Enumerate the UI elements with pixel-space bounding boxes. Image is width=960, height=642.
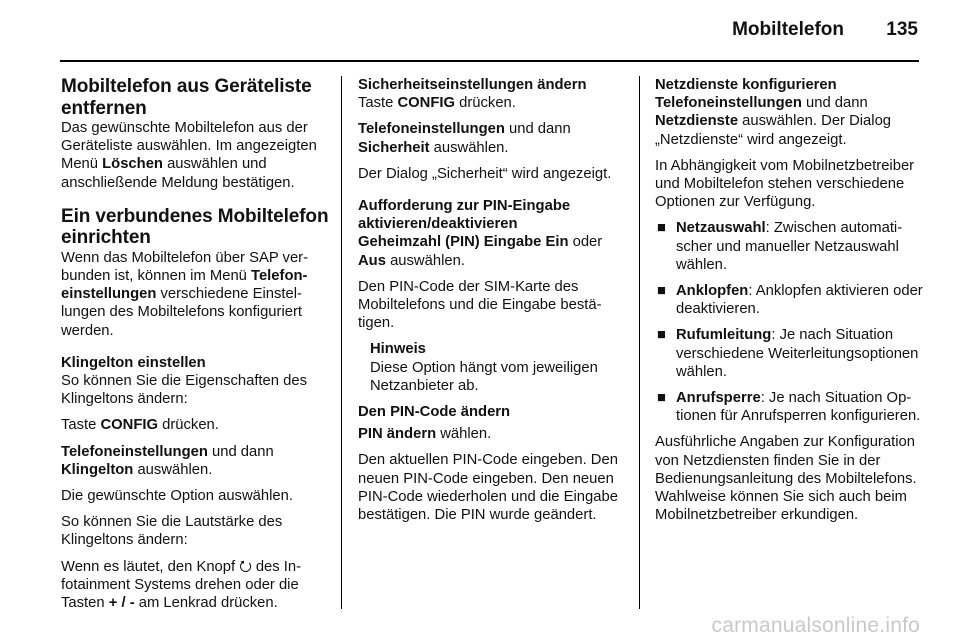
menu-term-loeschen: Löschen [102, 156, 163, 173]
heading-pin-change: Den PIN-Code ändern [358, 404, 511, 421]
paragraph-pin-aendern: PIN ändern wählen. [358, 426, 492, 443]
paragraph-remove-phone: Das gewünschte Mobiltelefon aus der Geräteliste auswählen. Im angezeigten Menü Löschen auswählen und anschließende Meldung bestätigen. [61, 120, 317, 191]
paragraph-setup-phone: Wenn das Mobiltelefon über SAP verbunden ist, können im Menü Telefoneinstellungen verschiedene Einstellungen des Mobiltelefons konfiguriert werden. [61, 249, 309, 339]
column-divider [341, 76, 342, 609]
column-1 [61, 76, 329, 612]
list-item: ■ Anklopfen: Anklopfen aktivieren oder deaktivieren. [657, 283, 923, 318]
page-number: 135 [886, 19, 918, 40]
note-title: Hinweis [370, 341, 426, 358]
paragraph-pin-option: Geheimzahl (PIN) Eingabe Ein oder Aus auswählen. [358, 234, 603, 269]
watermark: carmanualsonline.info [711, 614, 920, 637]
list-item: ■ Netzauswahl: Zwischen automatischer und manueller Netzauswahl wählen. [657, 220, 903, 273]
key-config: CONFIG [397, 95, 456, 112]
header-rule [60, 60, 919, 62]
knob-icon: ⭮ [239, 558, 252, 575]
heading-network-services: Netzdienste konfigurieren [655, 77, 837, 93]
column-3 [655, 76, 926, 524]
square-bullet-icon: ■ [657, 220, 666, 237]
note-box [370, 340, 628, 395]
list-item: ■ Anrufsperre: Je nach Situation Optionen für Anrufsperren konfigurieren. [657, 390, 921, 425]
paragraph-ringtone-intro: So können Sie die Eigenschaften des Klingeltons ändern: [61, 373, 307, 408]
paragraph-network-options: In Abhängigkeit vom Mobilnetzbetreiber und Mobiltelefon stehen verschiedene Optionen zur Verfügung. [655, 157, 915, 211]
note-text: Diese Option hängt vom jeweiligen Netzanbieter ab. [370, 359, 598, 394]
paragraph-choose-option: Die gewünschte Option auswählen. [61, 488, 293, 505]
list-item: ■ Rufumleitung: Je nach Situation verschiedene Weiterleitungsoptionen wählen. [657, 327, 919, 380]
heading-security: Sicherheitseinstellungen ändern [358, 77, 587, 93]
square-bullet-icon: ■ [657, 283, 666, 300]
paragraph-select-ringtone: Telefoneinstellungen und dann Klingelton auswählen. [61, 443, 274, 478]
page-header [0, 0, 960, 60]
paragraph-volume-intro: So können Sie die Lautstärke des Klingeltons ändern: [61, 514, 283, 549]
square-bullet-icon: ■ [657, 327, 666, 344]
paragraph-pin-change-steps: Den aktuellen PIN-Code eingeben. Den neuen PIN-Code eingeben. Den neuen PIN-Code wiederholen und die Eingabe bestätigen. Die PIN wurde geändert. [358, 452, 618, 524]
heading-setup-phone: Ein verbundenes Mobiltelefon einrichten [61, 205, 329, 249]
heading-pin-request: Aufforderung zur PIN-Eingabe aktivieren/deaktivieren [358, 198, 571, 233]
key-config: CONFIG [100, 417, 159, 434]
heading-remove-phone: Mobiltelefon aus Geräteliste entfernen [61, 76, 312, 119]
paragraph-security-dialog: Der Dialog „Sicherheit“ wird angezeigt. [358, 165, 612, 182]
column-divider [639, 76, 640, 609]
paragraph-press-config: Taste CONFIG drücken. [61, 417, 219, 434]
heading-ringtone: Klingelton einstellen [61, 354, 206, 371]
menu-term-telefoneinstellungen: Telefoneinstellungen [61, 268, 308, 303]
paragraph-press-config: Taste CONFIG drücken. [358, 95, 516, 112]
paragraph-volume-knob: Wenn es läutet, den Knopf ⭮ des Infotainment Systems drehen oder die Tasten + / - am Lenkrad drücken. [61, 558, 302, 612]
paragraph-select-security: Telefoneinstellungen und dann Sicherheit auswählen. [358, 121, 571, 156]
paragraph-pin-confirm: Den PIN-Code der SIM-Karte des Mobiltelefons und die Eingabe bestätigen. [358, 278, 602, 332]
chapter-title: Mobiltelefon [732, 19, 844, 40]
paragraph-network-details: Ausführliche Angaben zur Konfiguration von Netzdiensten finden Sie in der Bedienungsanleitung des Mobiltelefons. Wahlweise können Sie sich auch beim Mobilnetzbetreiber erkundigen. [655, 434, 917, 524]
square-bullet-icon: ■ [657, 390, 666, 407]
network-option-list [655, 219, 926, 425]
column-2 [358, 76, 628, 524]
paragraph-select-network: Telefoneinstellungen und dann Netzdienste auswählen. Der Dialog „Netzdienste“ wird angezeigt. [655, 95, 892, 148]
